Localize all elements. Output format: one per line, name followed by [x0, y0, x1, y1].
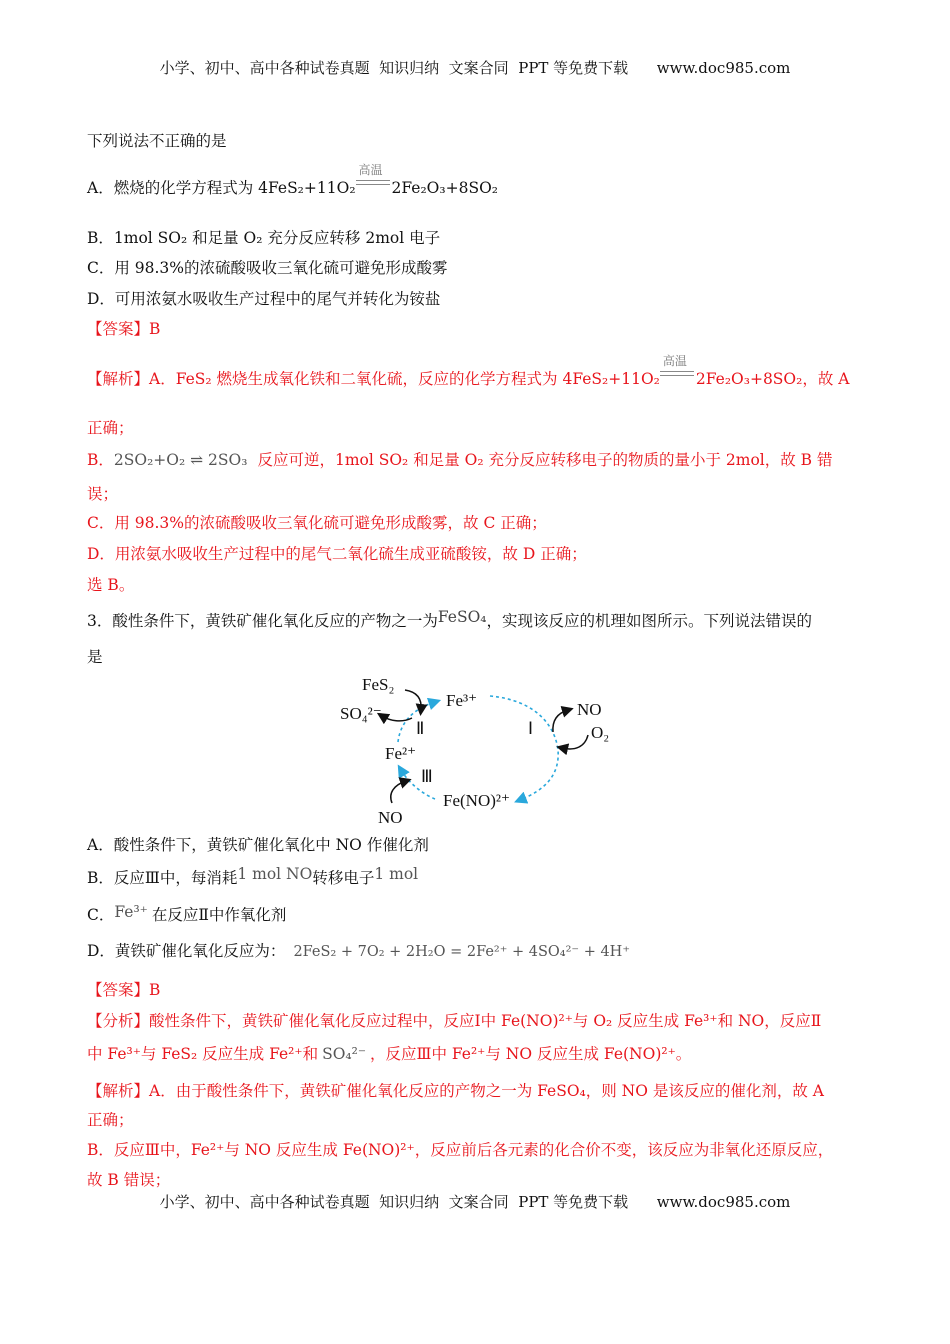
- option-a-product: 2Fe₂O₃+8SO₂: [391, 179, 498, 197]
- question-stem: 下列说法不正确的是: [87, 132, 227, 150]
- q3-answer: 【答案】B: [87, 981, 161, 999]
- analysis-a-text: 【解析】A．FeS₂ 燃烧生成氧化铁和二氧化硫，反应的化学方程式为 4FeS₂+11O₂: [87, 370, 660, 388]
- q3-option-d: [87, 941, 630, 962]
- option-b-mid: 转移电子: [312, 869, 375, 887]
- label-reaction-2: Ⅱ: [416, 719, 425, 738]
- q3-fenxi-cont: [87, 1044, 691, 1064]
- analysis-a-product: 2Fe₂O₃+8SO₂，故 A: [695, 370, 850, 388]
- option-c-label: C．: [87, 906, 115, 924]
- q3-jiexi-b-cont: 故 B 错误；: [87, 1171, 171, 1189]
- analysis-a: [87, 354, 850, 389]
- label-fe3: Fe³⁺: [446, 691, 478, 710]
- option-d-text: D．黄铁矿催化氧化反应为：: [87, 942, 286, 960]
- stem-text-post: ，实现该反应的机理如图所示。下列说法错误的: [486, 612, 813, 630]
- answer: 【答案】B: [87, 320, 161, 338]
- option-d-equation: 2FeS₂ + 7O₂ + 2H₂O = 2Fe²⁺ + 4SO₄²⁻ + 4H⁺: [293, 944, 630, 960]
- label-fes2: FeS₂: [362, 675, 395, 694]
- mechanism-diagram: [330, 665, 620, 830]
- condition-label: 高温: [358, 163, 383, 177]
- q3-jiexi-b: B．反应Ⅲ中，Fe²⁺与 NO 反应生成 Fe(NO)²⁺，反应前后各元素的化合价不变，该反应为非氧化还原反应，: [87, 1141, 834, 1159]
- q3-option-c: [87, 905, 286, 925]
- option-c-formula: Fe³⁺: [114, 903, 148, 921]
- label-reaction-3: Ⅲ: [421, 767, 433, 786]
- q3-option-b: [87, 865, 419, 888]
- page-header: 小学、初中、高中各种试卷真题 知识归纳 文案合同 PPT 等免费下载 www.doc985.com: [159, 59, 791, 77]
- option-a-text: A．燃烧的化学方程式为 4FeS₂+11O₂: [87, 179, 356, 197]
- analysis-b-equation: 2SO₂+O₂ ⇌ 2SO₃: [113, 451, 248, 469]
- fenxi-formula: SO₄²⁻: [322, 1045, 367, 1063]
- option-b-formula: 1 mol NO: [237, 865, 313, 883]
- q3-jiexi-a-cont: 正确；: [87, 1111, 134, 1129]
- arrow-no-out: [553, 710, 568, 732]
- label-feno: Fe(NO)²⁺: [443, 791, 510, 810]
- question3-stem-cont: 是: [87, 648, 103, 666]
- analysis-b-label: B．: [87, 451, 114, 469]
- option-b-text: B．反应Ⅲ中，每消耗: [87, 869, 238, 887]
- label-no-bottom: NO: [378, 808, 403, 827]
- option-d: D．可用浓氨水吸收生产过程中的尾气并转化为铵盐: [87, 290, 441, 308]
- stem-text: 3．酸性条件下，黄铁矿催化氧化反应的产物之一为: [87, 612, 438, 630]
- analysis-b-cont: 误；: [87, 485, 119, 503]
- analysis-b: [87, 450, 833, 470]
- equals-sign: [356, 180, 390, 185]
- arrow-o2-in: [562, 735, 588, 749]
- analysis-a-cont: 正确；: [87, 419, 134, 437]
- label-reaction-1: Ⅰ: [528, 719, 534, 738]
- label-so4: SO₄²⁻: [340, 704, 382, 723]
- label-fe2: Fe²⁺: [385, 744, 417, 763]
- page-footer: 小学、初中、高中各种试卷真题 知识归纳 文案合同 PPT 等免费下载 www.doc985.com: [159, 1193, 791, 1211]
- q3-fenxi: 【分析】酸性条件下，黄铁矿催化氧化反应过程中，反应Ⅰ中 Fe(NO)²⁺与 O₂ 反应生成 Fe³⁺和 NO，反应Ⅱ: [87, 1012, 822, 1030]
- analysis-c: C．用 98.3%的浓硫酸吸收三氧化硫可避免形成酸雾，故 C 正确；: [87, 514, 547, 532]
- option-c: C．用 98.3%的浓硫酸吸收三氧化硫可避免形成酸雾: [87, 259, 448, 277]
- conclusion: 选 B。: [87, 576, 135, 594]
- analysis-d: D．用浓氨水吸收生产过程中的尾气二氧化硫生成亚硫酸铵，故 D 正确；: [87, 545, 587, 563]
- option-c-text: 在反应Ⅱ中作氧化剂: [151, 906, 287, 924]
- stem-formula: FeSO₄: [437, 608, 487, 626]
- option-a: [87, 163, 498, 198]
- analysis-b-text: 反应可逆，1mol SO₂ 和足量 O₂ 充分反应转移电子的物质的量小于 2mol，故 B 错: [257, 451, 833, 469]
- fenxi-text-post: ，反应Ⅲ中 Fe²⁺与 NO 反应生成 Fe(NO)²⁺。: [370, 1045, 692, 1063]
- option-b-formula2: 1 mol: [374, 865, 419, 883]
- label-o2: O₂: [591, 723, 610, 742]
- fenxi-text: 中 Fe³⁺与 FeS₂ 反应生成 Fe²⁺和: [87, 1045, 319, 1063]
- equals-sign: [660, 371, 694, 376]
- label-no-top: NO: [577, 700, 602, 719]
- option-b: B．1mol SO₂ 和足量 O₂ 充分反应转移 2mol 电子: [87, 229, 441, 247]
- question3-stem: [87, 608, 813, 631]
- q3-option-a: A．酸性条件下，黄铁矿催化氧化中 NO 作催化剂: [87, 836, 429, 854]
- condition-label: 高温: [662, 354, 687, 368]
- arrow-fes2-in: [405, 690, 421, 710]
- arrow-reaction-1: [490, 696, 558, 800]
- arrow-no-in: [391, 781, 406, 803]
- q3-jiexi-a: 【解析】A．由于酸性条件下，黄铁矿催化氧化反应的产物之一为 FeSO₄，则 NO 是该反应的催化剂，故 A: [87, 1082, 824, 1100]
